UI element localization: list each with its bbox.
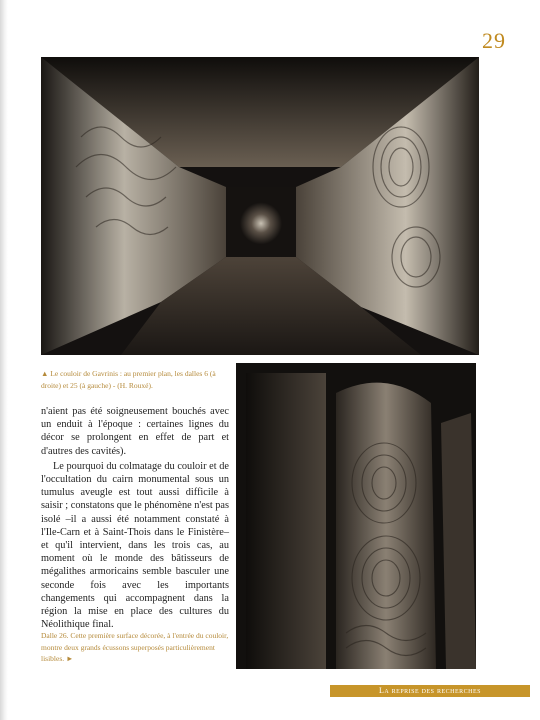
body-text: [41, 405, 229, 631]
page-number: 29: [482, 28, 506, 53]
photo-decorated-slab: [236, 363, 476, 669]
photo-corridor-image: [41, 57, 479, 355]
caption-photo-corridor: ▲ Le couloir de Gavrinis : au premier plan, les dalles 6 (à droite) et 25 (à gauche) - (H. Rouxé).: [41, 369, 216, 390]
photo-slab-image: [236, 363, 476, 669]
photo-corridor: [41, 57, 479, 355]
caption-photo-slab: Dalle 26. Cette première surface décorée, à l'entrée du couloir, montre deux grands écussons superposés particulièrement lisibles. ►: [41, 631, 229, 663]
body-paragraph-1: n'aient pas été soigneusement bouchés avec un enduit à l'époque : certaines lignes du décor se prolongent en effet de part et d'autres des cavités).: [41, 406, 229, 457]
running-footer: La reprise des recherches: [330, 685, 530, 697]
page-binding-edge: [0, 0, 8, 720]
body-paragraph-2: Le pourquoi du colmatage du couloir et de l'occultation du cairn monumental sous un tumulus aveugle est tout aussi difficile à saisir ; constatons que le phénomène n'est pas isolé –il a aussi été notamment constaté à l'Ile-Carn et à Saint-Thois dans le Finistère– et qu'il intervient, dans les trois cas, au moment où le monde des bâtisseurs de mégalithes armoricains semble basculer une seconde fois avec les importants changements qui accompagnent dans la région la mise en place des cultures du Néolithique final.: [41, 460, 230, 631]
